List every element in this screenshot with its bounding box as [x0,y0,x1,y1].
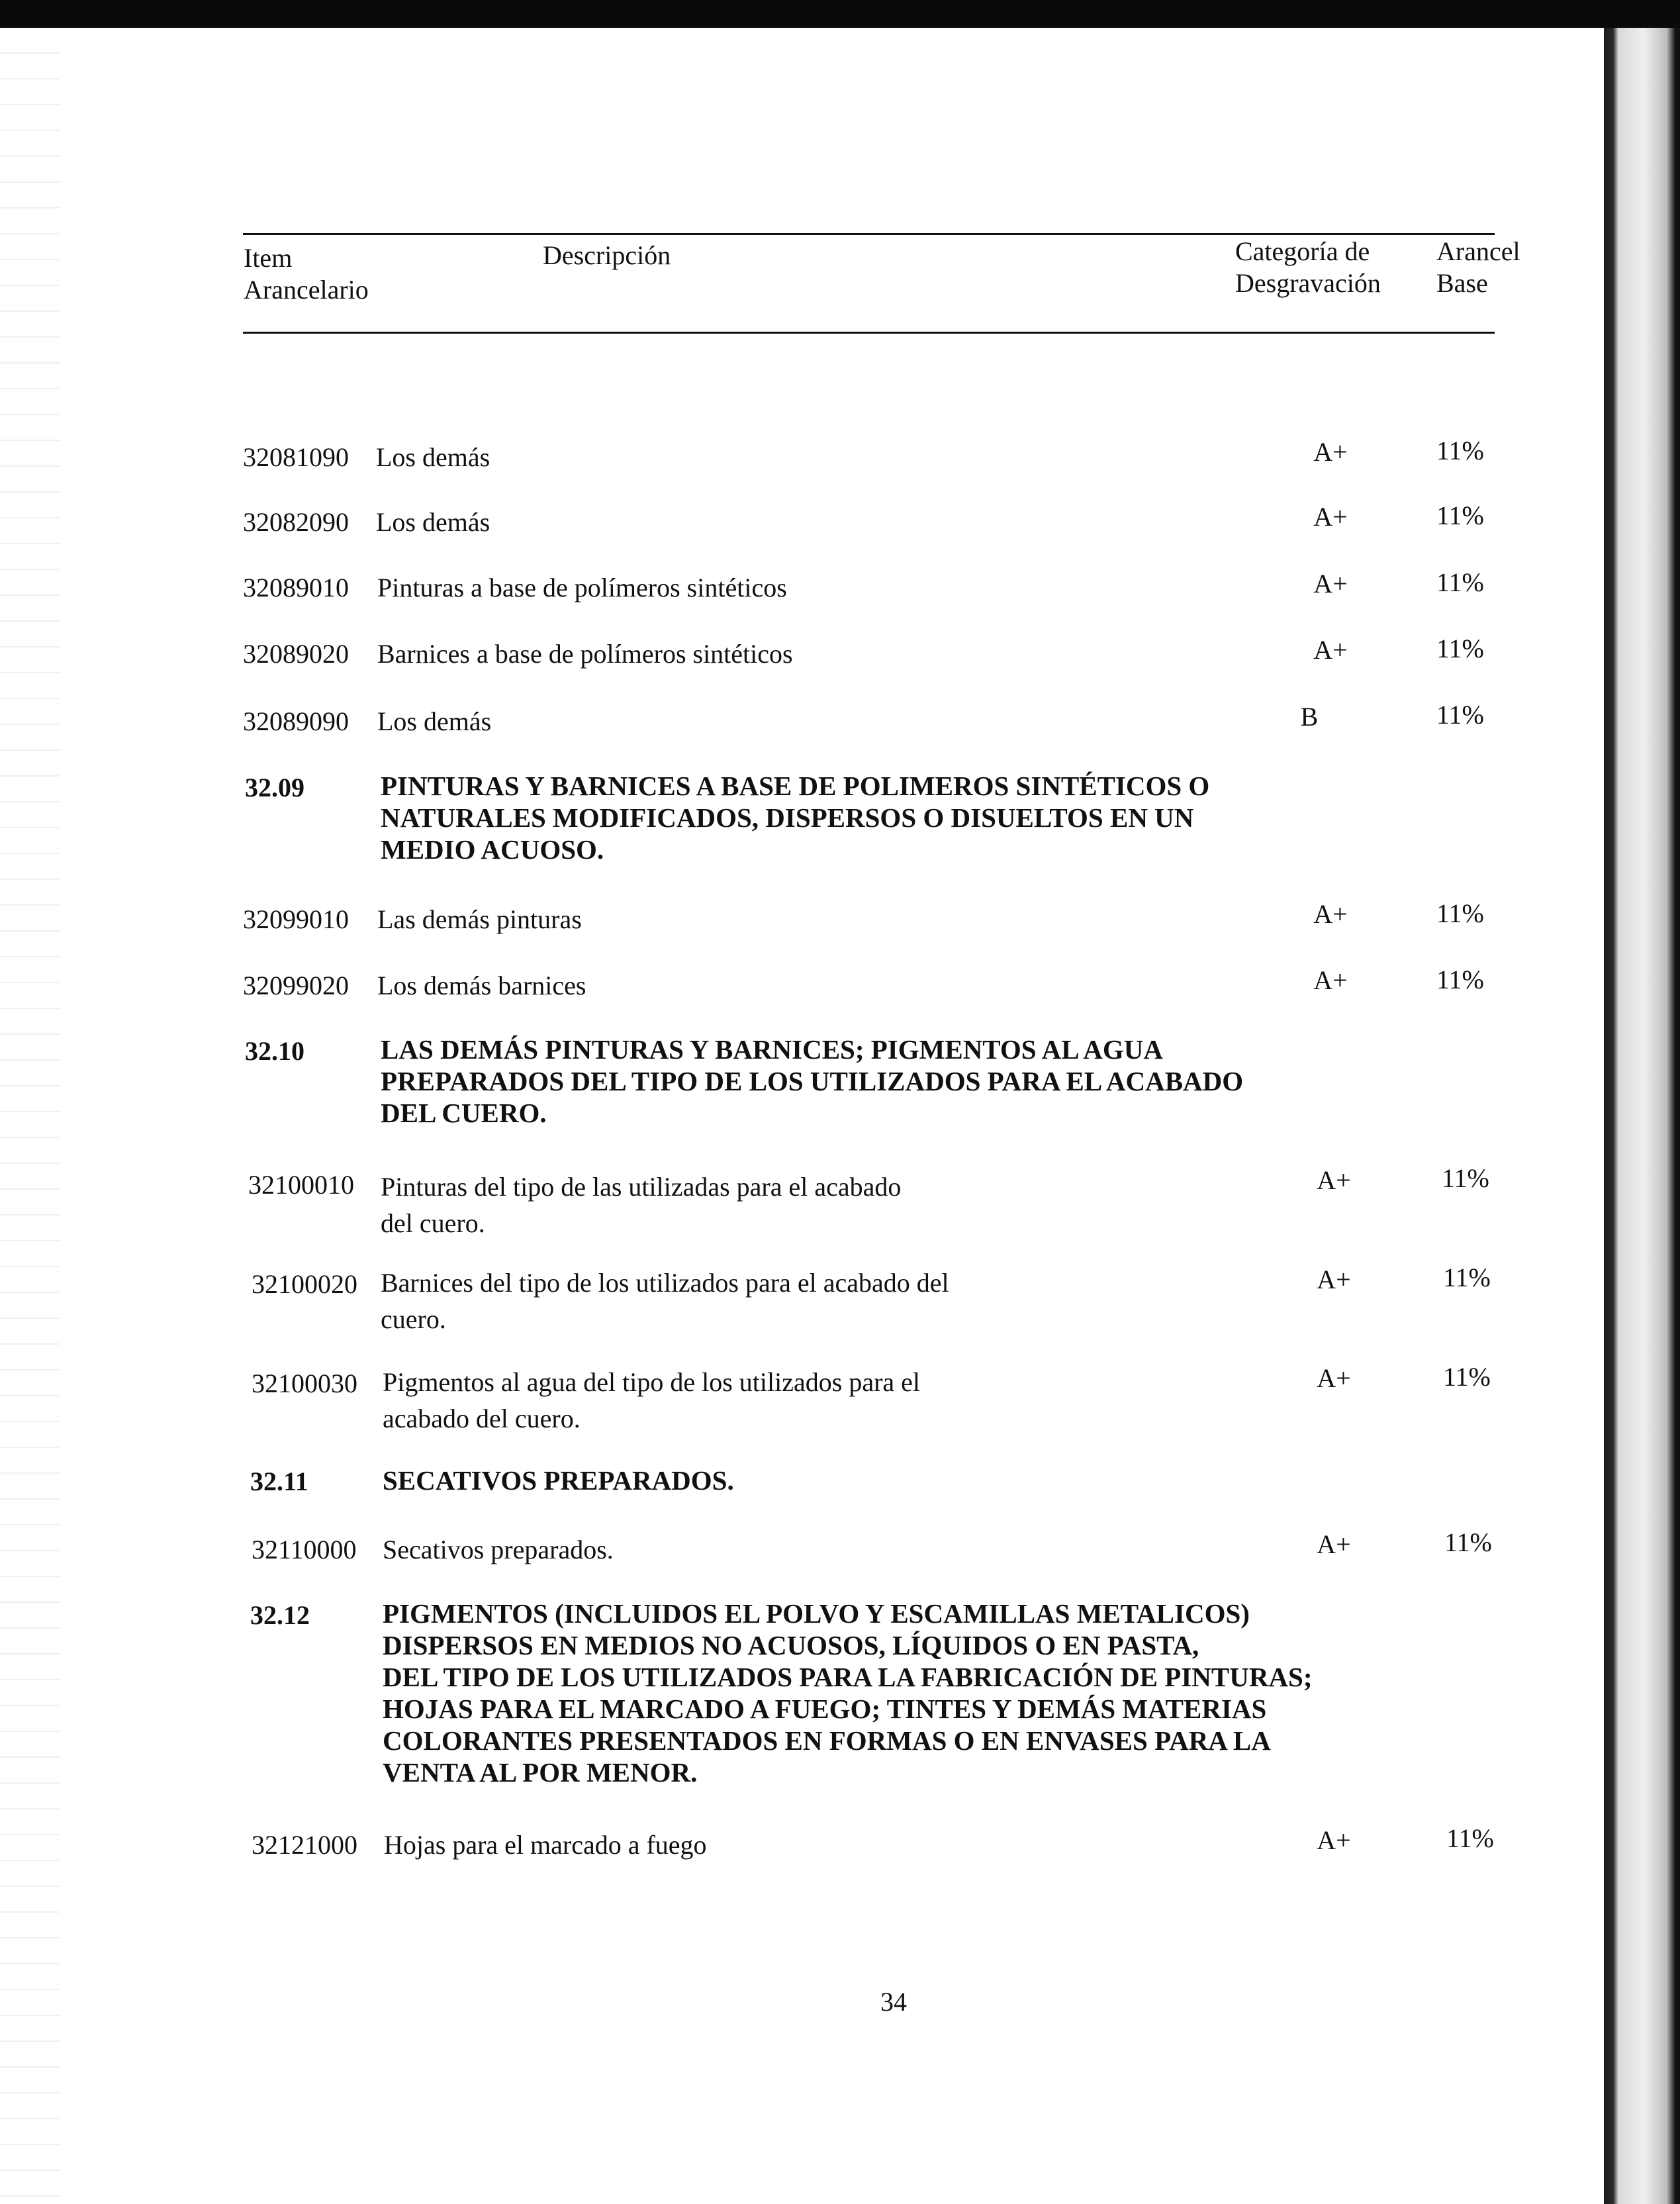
item-code: 32110000 [252,1535,357,1564]
item-description: Pigmentos al agua del tipo de los utilizados para el acabado del cuero. [383,1367,921,1433]
item-category: A+ [1313,965,1348,995]
item-code: 32099020 [243,971,349,1000]
item-category: A+ [1317,1165,1351,1195]
item-description: Los demás [377,706,492,736]
item-rate: 11% [1436,898,1484,928]
item-rate: 11% [1442,1163,1489,1193]
item-category: A+ [1313,502,1348,532]
item-description: Los demás [376,507,490,537]
item-description: Pinturas del tipo de las utilizadas para el acabado del cuero. [381,1172,902,1238]
item-description: Los demás [376,442,490,472]
table-header-rule [243,332,1495,334]
item-rate: 11% [1446,1823,1494,1853]
item-category: A+ [1317,1363,1351,1393]
header-item: Item Arancelario [244,243,369,305]
heading-title: PINTURAS Y BARNICES A BASE DE POLIMEROS SINTÉTICOS O NATURALES MODIFICADOS, DISPERSOS O DISUELTOS EN UN MEDIO ACUOSO. [381,771,1210,865]
item-description: Hojas para el marcado a fuego [384,1830,707,1860]
item-description: Barnices del tipo de los utilizados para el acabado del cuero. [381,1268,949,1334]
item-code: 32100010 [248,1170,354,1200]
item-rate: 11% [1444,1527,1492,1557]
item-category: A+ [1317,1825,1351,1855]
heading-title: PIGMENTOS (INCLUIDOS EL POLVO Y ESCAMILLAS METALICOS) DISPERSOS EN MEDIOS NO ACUOSOS, LÍQUIDOS O EN PASTA, DEL TIPO DE LOS UTILIZADOS PARA LA FABRICACIÓN DE PINTURAS; HOJAS PARA EL MARCADO A FUEGO; TINTES Y DEMÁS MATERIAS COLORANTES PRESENTADOS EN FORMAS O EN ENVASES PARA LA VENTA AL POR MENOR. [383,1598,1313,1788]
scan-right-edge [1604,28,1680,2204]
item-description: Secativos preparados. [383,1535,614,1564]
heading-title: LAS DEMÁS PINTURAS Y BARNICES; PIGMENTOS AL AGUA PREPARADOS DEL TIPO DE LOS UTILIZADOS PARA EL ACABADO DEL CUERO. [381,1034,1244,1128]
item-description: Las demás pinturas [377,904,582,934]
item-category: A+ [1313,899,1348,929]
item-code: 32099010 [243,904,349,934]
item-rate: 11% [1443,1362,1491,1392]
page-number: 34 [880,1987,907,2017]
item-rate: 11% [1436,634,1484,663]
header-rate: Arancel Base [1436,236,1520,298]
item-code: 32100020 [252,1269,357,1299]
item-rate: 11% [1436,567,1484,597]
heading-title: SECATIVOS PREPARADOS. [383,1465,734,1496]
header-category: Categoría de Desgravación [1235,236,1381,298]
item-code: 32089090 [243,706,349,736]
item-category: A+ [1313,437,1348,467]
item-code: 32100030 [252,1368,357,1398]
header-description: Descripción [543,240,671,270]
item-category: A+ [1317,1529,1351,1559]
heading-code: 32.09 [245,773,304,802]
table-top-rule [243,233,1495,235]
item-category: A+ [1313,635,1348,665]
item-rate: 11% [1436,965,1484,994]
item-category: A+ [1313,569,1348,599]
item-code: 32089020 [243,639,349,669]
item-description: Pinturas a base de polímeros sintéticos [377,573,787,602]
scan-left-noise [0,28,60,2204]
item-code: 32121000 [252,1830,357,1860]
scan-top-border [0,0,1680,28]
item-rate: 11% [1436,436,1484,465]
item-category: A+ [1317,1265,1351,1294]
item-description: Barnices a base de polímeros sintéticos [377,639,793,669]
heading-code: 32.10 [245,1036,304,1066]
item-category: B [1300,702,1319,732]
item-code: 32082090 [243,507,349,537]
item-rate: 11% [1436,700,1484,730]
item-code: 32089010 [243,573,349,602]
heading-code: 32.12 [250,1600,310,1630]
item-code: 32081090 [243,442,349,472]
heading-code: 32.11 [250,1466,308,1496]
item-rate: 11% [1443,1263,1491,1292]
item-rate: 11% [1436,501,1484,530]
item-description: Los demás barnices [377,971,586,1000]
